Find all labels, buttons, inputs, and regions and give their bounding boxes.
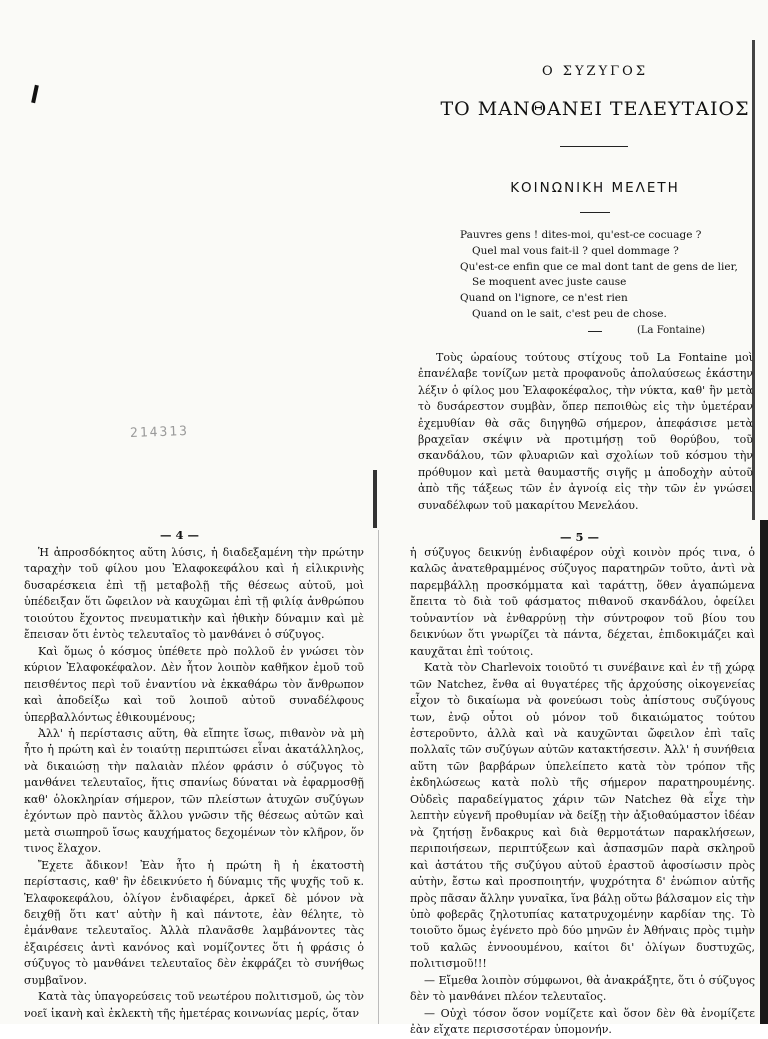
paragraph: ἡ σύζυγος δεικνύῃ ἐνδιαφέρον οὐχὶ κοινὸν πρός τινα, ὁ καλῶς ἀνατεθραμμένος σύζυγος παρατηρῶν τοῦτο, ἀντὶ νὰ παρεμβάλλῃ προσκόμματα καὶ ταράττῃ, ὅθεν ἀγαπώμενα ἔπειτα τὸ διὰ τοῦ φάσματος πιθανοῦ σκανδάλου, ὀφείλει τοὐναντίον νὰ ἐνθαρρύνῃ τὴν σύντροφον τοῦ βίου του δεικνύων ὅτι γνωρίζει τὰ πάντα, δέχεται, ἐπιδοκιμάζει καὶ καυχᾶται ἐπὶ τούτοις. [410,546,755,658]
paragraph: Κατὰ τὰς ὑπαγορεύσεις τοῦ νεωτέρου πολιτισμοῦ, ὡς τὸν νοεῖ ἱκανὴ καὶ ἐκλεκτὴ τῆς ἡμετέρας κοινωνίας μερίς, ὅταν [24,990,364,1020]
epigraph-line: Quand on l'ignore, ce n'est rien [460,292,628,305]
page-number-left: — 4 — [160,528,200,542]
epigraph-line: Se moquent avec juste cause [472,276,627,289]
page-gutter-line [378,530,379,1024]
page-number-right: — 5 — [560,530,600,544]
epigraph-line: Quel mal vous fait-il ? quel dommage ? [472,244,679,257]
author-heading: Ο ΣΥΖΥΓΟΣ [541,64,649,79]
epigraph-line: Qu'est-ce enfin que ce mal dont tant de gens de lier, [460,260,738,273]
paragraph: Κατὰ τὸν Charlevoix τοιοῦτό τι συνέβαινε καὶ ἐν τῇ χώρᾳ τῶν Natchez, ἔνθα αἱ θυγατέρες τῆς ἀρχούσης οἰκογενείας εἶχον τὸ δικαίωμα νὰ φονεύωσι τοὺς ἀπίστους συζύγους των, ἐνῷ οὗτοι οὐ μόνον τοῦ δικαιώματος τούτου ἐστεροῦντο, ἀλλὰ καὶ νὰ καυχῶνται ὤφειλον ἐπὶ ταῖς πολλαῖς τῶν συζύγων αὐτῶν κατακτήσεσιν. Ἀλλ' ἡ συνήθεια αὕτη τῶν βαρβάρων ὑπελείπετο κατὰ τὸν τρόπον τῆς ἐκδηλώσεως κατὰ πολὺ τῆς σήμερον παρατηρουμένης. Οὐδεὶς παραδείγματος χάριν τῶν Natchez θὰ εἶχε τὴν λεπτὴν εὐγενῆ προθυμίαν νὰ δείξῃ τὴν ἀξιοθαύμαστον ἰδέαν νὰ ζητήσῃ ἔνδακρυς καὶ διὰ θερμοτάτων παρακλήσεων, περιποιήσεων, περιπτύξεων καὶ ἀσπασμῶν παρὰ σκληροῦ καὶ ἀστάτου τῆς συζύγου αὐτοῦ ἐραστοῦ ἀφοσίωσιν πρὸς αὐτὴν, ἔστω καὶ προσποιητήν, ψυχρότητα δ' ἐνώπιον αὐτῆς πρὸς πᾶσαν ἄλλην γυναῖκα, ἵνα βάλῃ οὕτω βάλσαμον εἰς τὴν ὑπὸ φοβερᾶς ζηλοτυπίας κατατρυχομένην καρδίαν της. Τὸ τοιοῦτο ὅμως ἐγένετο πρὸ δύο μηνῶν ἐν Ἀθήναις πρὸς τιμὴν τοῦ καλῶς ἐννοουμένου, καίτοι δι' ὀλίγων δυστυχῶς, πολιτισμοῦ!!! [410,661,755,971]
epigraph-line: Pauvres gens ! dites-moi, qu'est-ce cocuage ? [460,229,702,241]
left-page-text [24,545,364,1022]
right-page-text [410,545,755,1039]
paragraph: Ἡ ἀπροσδόκητος αὕτη λύσις, ἡ διαδεξαμένη τὴν πρώτην ταραχὴν τοῦ φίλου μου Ἐλαφοκεφάλου καὶ ἡ εἰλικρινὴς δυσαρέσκεια ἐπὶ τῇ μεταβολῇ τῆς θέσεως αὐτοῦ, μοὶ ὑπέδειξαν ὅτι ὤφειλον νὰ καυχῶμαι ἐπὶ τῇ φιλίᾳ ἀνθρώπου τοιούτου ἔχοντος πνευματικὴν καὶ ἠθικὴν δύναμιν καὶ μὲ ἔπεισαν ὅτι ἐντὸς τελευταῖος τὸ μανθάνει ὁ σύζυγος. [24,546,364,642]
page-edge [760,520,768,1024]
paragraph: — Οὐχὶ τόσον ὅσον νομίζετε καὶ ὅσον δὲν θὰ ἐνομίζετε ἐὰν εἴχατε περισσοτέραν ὑπομονήν. [410,1006,755,1037]
epigraph-rule [588,331,602,332]
epigraph-line: Quand on le sait, c'est peu de chose. [472,307,667,320]
paragraph: Ἀλλ' ἡ περίστασις αὕτη, θὰ εἴπητε ἴσως, πιθανὸν νὰ μὴ ἦτο ἡ πρώτη καὶ ἐν τοιαύτῃ περιπτώσει εἶναι ἀκατάλληλος, νὰ δικαιώσῃ τὴν παλαιὰν πλέον φράσιν ὁ σύζυγος τὸ μανθάνει τελευταῖος, ἥτις σπανίως δύναται νὰ ἐφαρμοσθῇ καθ' ὁλοκληρίαν σήμερον, τῶν πλείστων ἀτυχῶν συζύγων ἐχόντων πρὸ παντὸς ἄλλου γνῶσιν τῆς θέσεως αὐτῶν καὶ μετὰ σιωπηροῦ ἴσως καυχήματος δεχομένων τὸν κλῆρον, ὅν τινος ἔλαχον. [24,726,364,856]
page-title: ΤΟ ΜΑΝΘΑΝΕΙ ΤΕΛΕΥΤΑΙΟΣ [440,98,750,120]
epigraph-source: (La Fontaine) [637,324,705,336]
preface-text: Τοὺς ὡραίους τούτους στίχους τοῦ La Fontaine μοὶ ἐπανέλαβε τονίζων μετὰ προφανοῦς ἀπολαύσεως ἑκάστην λέξιν ὁ φίλος μου Ἐλαφοκέφαλος, τὴν νύκτα, καθ' ἣν μετὰ τὸ δυσάρεστον συμβὰν, ὅπερ πεποιθὼς εἰς τὴν ὑμετέραν ἐχεμυθίαν θὰ σᾶς διηγηθῶ σήμερον, ἀπεφάσισε μετὰ βραχεῖαν σκέψιν νὰ προτιμήσῃ τοῦ θορύβου, τοῦ σκανδάλου, τῶν φλυαριῶν καὶ σχολίων τοῦ κόσμου τὴν πρόθυμον καὶ μετὰ θαυμαστῆς σιγῆς μ ἀποδοχὴν αὐτοῦ ἀπὸ τῆς τάξεως τῶν ἐν ἀγνοίᾳ εἰς τὴν τῶν ἐν γνώσει συναδέλφων τοῦ μακαρίτου Μενελάου. [418,351,753,512]
ink-mark [373,470,377,528]
title-rule [560,146,628,147]
paragraph: — Εἴμεθα λοιπὸν σύμφωνοι, θὰ ἀνακράξητε, ὅτι ὁ σύζυγος δὲν τὸ μανθάνει πλέον τελευταῖος. [410,973,755,1004]
subtitle-rule [580,212,610,213]
paragraph: Καὶ ὅμως ὁ κόσμος ὑπέθετε πρὸ πολλοῦ ἐν γνώσει τὸν κύριον Ἐλαφοκέφαλον. Δὲν ἦτον λοιπὸν καθῆκον ἐμοῦ τοῦ πεισθέντος περὶ τοῦ ἐναντίου νὰ ἐκκαθάρω τὸν ἄνθρωπον καὶ ἀποδείξω καὶ τοῦ λοιποῦ αὐτοῦ συναδέλφους ὑπερβαλλόντως ἐθικουμένους; [24,644,364,724]
preface-paragraph [418,350,753,514]
subtitle: ΚΟΙΝΩΝΙΚΗ ΜΕΛΕΤΗ [510,180,680,196]
paragraph: Ἔχετε ἄδικον! Ἐὰν ἦτο ἡ πρώτη ἢ ἡ ἑκατοστὴ περίστασις, καθ' ἣν ἐδεικνύετο ἡ δύναμις τῆς ψυχῆς τοῦ κ. Ἐλαφοκεφάλου, ὀλίγον ἐνδιαφέρει, ἀρκεῖ δὲ μόνον νὰ δειχθῇ ὅτι κατ' αὐτὴν ἢ καὶ πάντοτε, ἐὰν θέλητε, τὸ ἐμάνθανε τελευταῖος. Ἀλλὰ πλανᾶσθε λαμβάνοντες τὰς ἐξαιρέσεις ἀντὶ κανόνος καὶ νομίζοντες ὅτι ἡ φράσις ὁ σύζυγος τὸ μανθάνει τελευταῖος δὲν ἐκφράζει τὸ συνήθως συμβαῖνον. [24,858,364,987]
library-stamp: 214313 [129,423,190,442]
epigraph [460,228,750,339]
